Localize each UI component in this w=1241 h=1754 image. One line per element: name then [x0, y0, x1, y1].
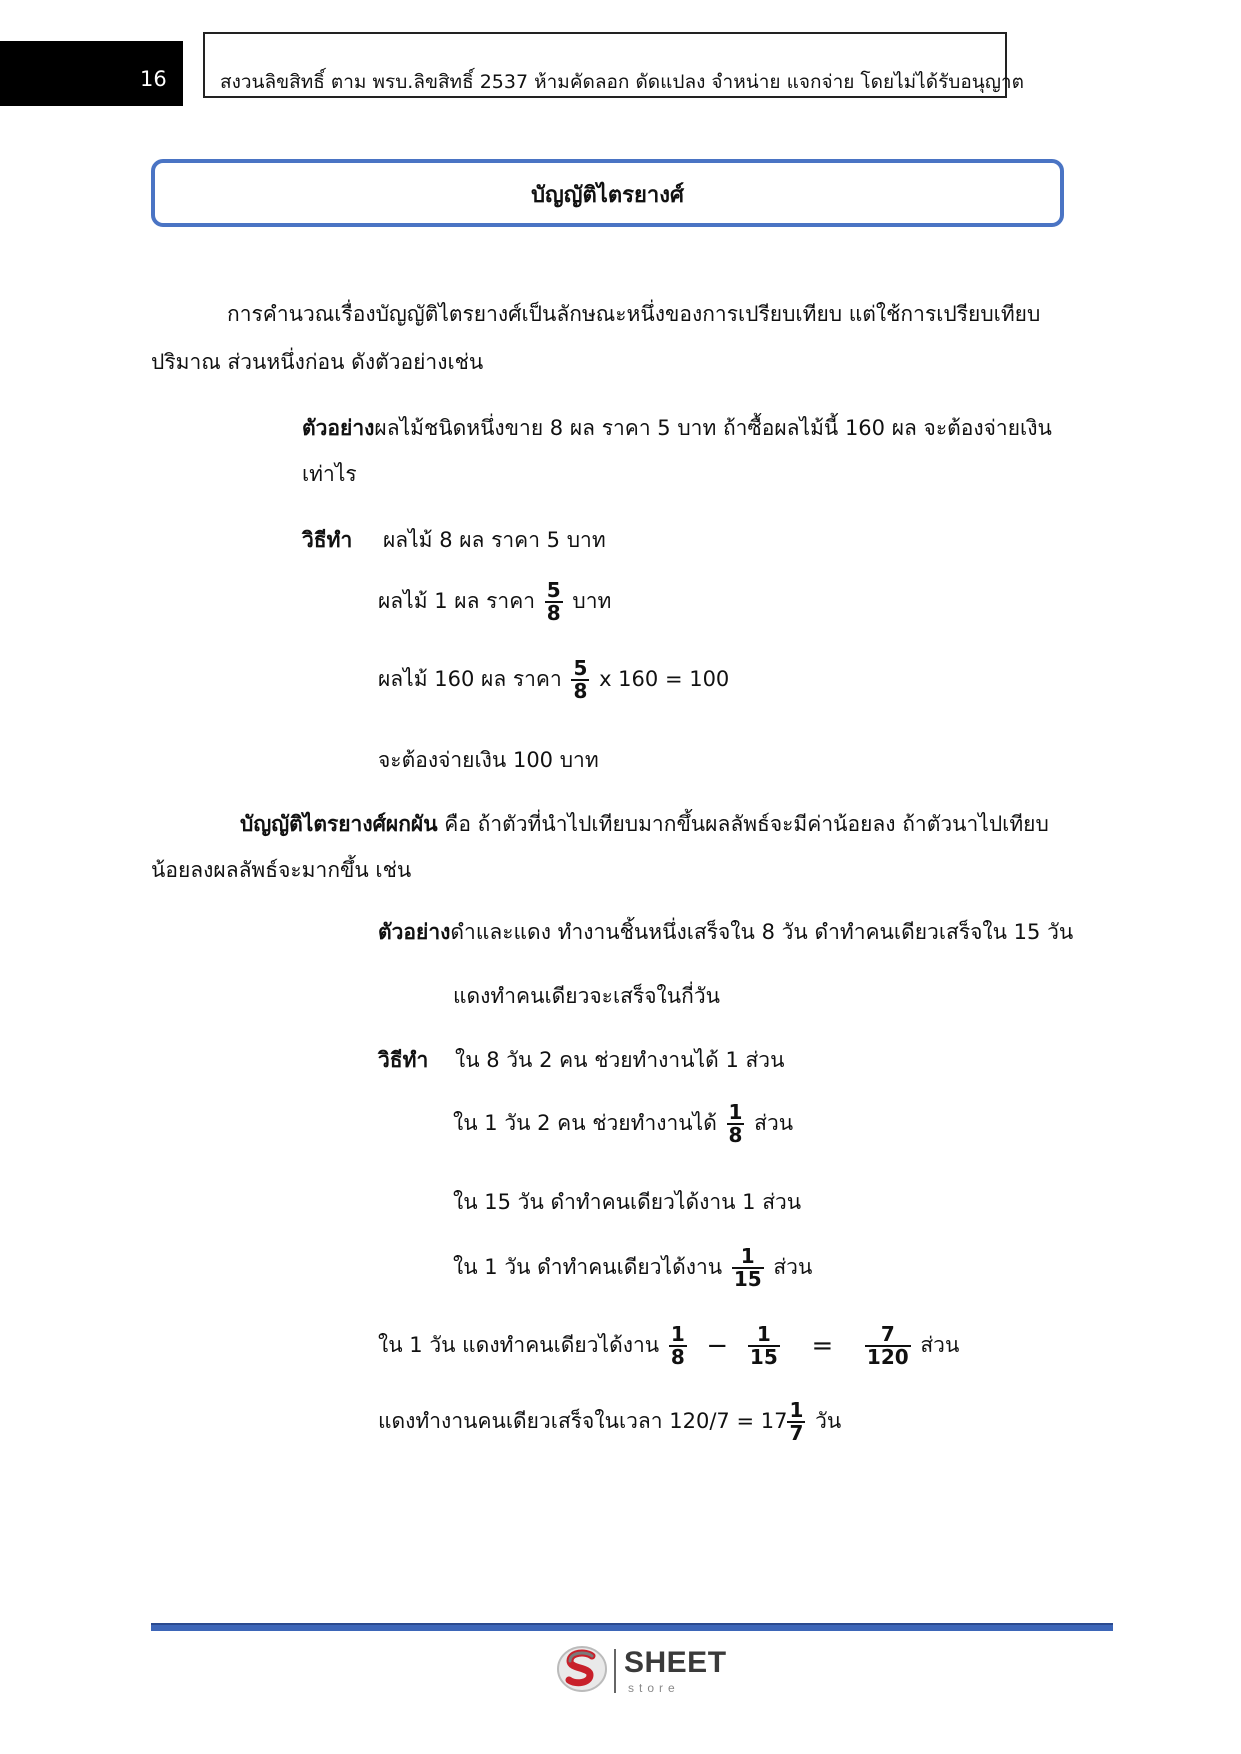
- inverse-definition: คือ ถ้าตัวที่นำไปเทียบมากขึ้นผลลัพธ์จะมีค่าน้อยลง ถ้าตัวนาไปเทียบ: [444, 812, 1049, 836]
- example-2-method-label: วิธีทำ: [378, 1048, 429, 1072]
- fraction-numerator: 5: [546, 578, 561, 602]
- minus-sign: −: [706, 1331, 729, 1361]
- sheet-store-logo-icon: [556, 1643, 608, 1695]
- example-2-text: ดำและแดง ทำงานชิ้นหนึ่งเสร็จใน 8 วัน ดำทำคนเดียวเสร็จใน 15 วัน: [450, 920, 1074, 944]
- example-2-step-5-suffix: ส่วน: [920, 1333, 960, 1357]
- example-2-step-2-suffix: ส่วน: [754, 1111, 794, 1135]
- example-1-step-3-suffix: x 160 = 100: [599, 667, 730, 691]
- example-1-step-2-prefix: ผลไม้ 1 ผล ราคา: [378, 589, 536, 613]
- fraction-numerator: 7: [880, 1322, 895, 1346]
- fraction-denominator: 8: [546, 601, 561, 625]
- fraction-1-7: [787, 1400, 805, 1444]
- example-2-step-4-suffix: ส่วน: [773, 1255, 813, 1279]
- example-2-step-4-prefix: ใน 1 วัน ดำทำคนเดียวได้งาน: [453, 1255, 723, 1279]
- example-2-line-2: แดงทำคนเดียวจะเสร็จในกี่วัน: [453, 984, 721, 1008]
- example-2-step-6: [378, 1400, 841, 1444]
- logo-wordmark: SHEET: [624, 1646, 727, 1679]
- fraction-denominator: 7: [789, 1421, 804, 1445]
- fraction-numerator: 1: [670, 1322, 685, 1346]
- fraction-numerator: 1: [789, 1398, 804, 1422]
- logo-subtitle: store: [628, 1681, 680, 1695]
- example-1-step-3-prefix: ผลไม้ 160 ผล ราคา: [378, 667, 562, 691]
- fraction-1-8: [669, 1324, 687, 1368]
- fraction-denominator: 8: [573, 679, 588, 703]
- footer-rule: [151, 1623, 1113, 1631]
- logo-divider: [614, 1649, 616, 1693]
- fraction-denominator: 15: [749, 1345, 778, 1369]
- example-1-method-row: [302, 524, 606, 557]
- example-1-step-3: [378, 658, 729, 702]
- fraction-5-8: [545, 580, 563, 624]
- inverse-line-1: [240, 808, 1049, 841]
- fraction-numerator: 1: [728, 1100, 743, 1124]
- example-1-line-1: [302, 412, 1052, 445]
- fraction-denominator: 8: [728, 1123, 743, 1147]
- copyright-notice-box: [203, 32, 1024, 98]
- example-1-step-2-suffix: บาท: [572, 589, 612, 613]
- example-1-text: ผลไม้ชนิดหนึ่งขาย 8 ผล ราคา 5 บาท ถ้าซื้อผลไม้นี้ 160 ผล จะต้องจ่ายเงิน: [374, 416, 1052, 440]
- inverse-line-2: น้อยลงผลลัพธ์จะมากขึ้น เช่น: [151, 858, 412, 882]
- example-1-step-1: ผลไม้ 8 ผล ราคา 5 บาท: [382, 528, 606, 552]
- example-2-step-1: ใน 8 วัน 2 คน ช่วยทำงานได้ 1 ส่วน: [454, 1048, 785, 1072]
- example-2-step-2-prefix: ใน 1 วัน 2 คน ช่วยทำงานได้: [453, 1111, 717, 1135]
- fraction-5-8: [571, 658, 589, 702]
- intro-line-2: ปริมาณ ส่วนหนึ่งก่อน ดังตัวอย่างเช่น: [151, 350, 484, 374]
- example-1-line-2: เท่าไร: [302, 462, 357, 486]
- example-2-step-5: [378, 1324, 959, 1368]
- inverse-term: บัญญัติไตรยางศ์ผกผัน: [240, 812, 438, 836]
- section-title: บัญญัติไตรยางศ์: [531, 183, 684, 208]
- example-2-step-6-suffix: วัน: [815, 1409, 842, 1433]
- intro-line-1: การคำนวณเรื่องบัญญัติไตรยางศ์เป็นลักษณะหนึ่งของการเปรียบเทียบ แต่ใช้การเปรียบเทียบ: [227, 302, 1041, 326]
- equals-sign: =: [811, 1331, 834, 1361]
- fraction-1-8: [727, 1102, 745, 1146]
- fraction-numerator: 5: [573, 656, 588, 680]
- fraction-numerator: 1: [740, 1244, 755, 1268]
- example-2-step-6-prefix: แดงทำงานคนเดียวเสร็จในเวลา 120/7 = 17: [378, 1409, 788, 1433]
- example-1-method-label: วิธีทำ: [302, 528, 353, 552]
- example-2-line-1: [378, 916, 1073, 949]
- fraction-denominator: 120: [866, 1345, 909, 1369]
- fraction-numerator: 1: [756, 1322, 771, 1346]
- example-2-method-row: [378, 1044, 784, 1077]
- example-2-label: ตัวอย่าง: [378, 920, 451, 944]
- fraction-7-120: [865, 1324, 911, 1368]
- example-1-step-2: [378, 580, 611, 624]
- section-title-box: [151, 159, 1064, 227]
- fraction-denominator: 8: [670, 1345, 685, 1369]
- example-1-step-4: จะต้องจ่ายเงิน 100 บาท: [378, 748, 599, 772]
- example-2-step-2: [453, 1102, 793, 1146]
- fraction-denominator: 15: [733, 1267, 762, 1291]
- example-2-step-5-prefix: ใน 1 วัน แดงทำคนเดียวได้งาน: [378, 1333, 660, 1357]
- example-2-step-3: ใน 15 วัน ดำทำคนเดียวได้งาน 1 ส่วน: [453, 1190, 802, 1214]
- copyright-notice: สงวนลิขสิทธิ์ ตาม พรบ.ลิขสิทธิ์ 2537 ห้ามคัดลอก ดัดแปลง จำหน่าย แจกจ่าย โดยไม่ได้รับอนุญาต: [220, 71, 1024, 93]
- example-1-label: ตัวอย่าง: [302, 416, 375, 440]
- example-2-step-4: [453, 1246, 812, 1290]
- page-number: 16: [140, 67, 167, 91]
- fraction-1-15: [732, 1246, 764, 1290]
- fraction-1-15: [748, 1324, 780, 1368]
